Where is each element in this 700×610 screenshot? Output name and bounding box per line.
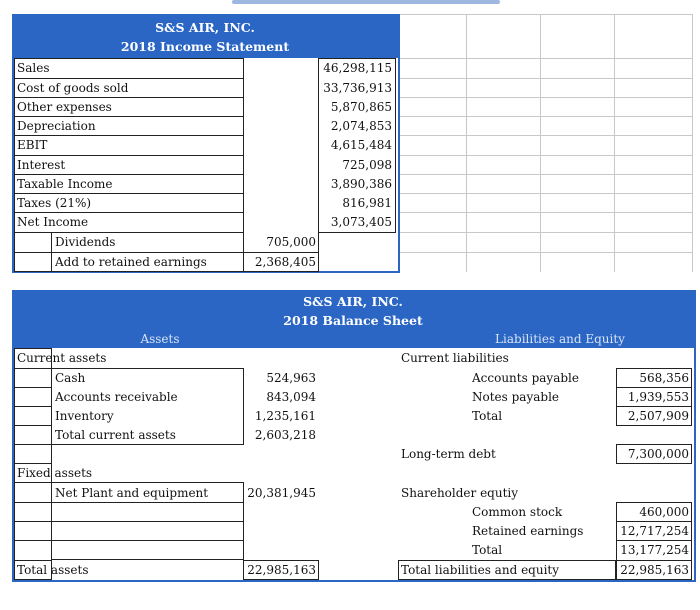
ltd-value: 7,300,000 — [627, 447, 689, 461]
grid-line — [398, 14, 692, 15]
row-divider — [14, 425, 52, 426]
income-row-label: Other expenses — [17, 100, 112, 114]
ar-label: Accounts receivable — [55, 390, 178, 404]
income-row-value: 33,736,913 — [323, 81, 392, 95]
scroll-indicator — [232, 0, 500, 4]
row-divider — [14, 387, 52, 388]
income-row-value: 4,615,484 — [330, 138, 392, 152]
grid-line — [466, 14, 467, 272]
current-assets-label: Current assets — [17, 351, 107, 365]
ap-label: Accounts payable — [472, 371, 579, 385]
grid-line — [614, 14, 615, 272]
dividends-value: 705,000 — [266, 235, 316, 249]
tle-value: 22,985,163 — [620, 563, 689, 577]
row-divider — [14, 135, 244, 136]
row-divider — [51, 540, 244, 541]
total-assets-value: 22,985,163 — [247, 563, 316, 577]
ltd-label: Long-term debt — [401, 447, 496, 461]
cash-value: 524,963 — [266, 371, 316, 385]
se-label: Shareholder equtiy — [401, 486, 519, 500]
row-divider — [51, 521, 244, 522]
income-row-label: EBIT — [17, 138, 48, 152]
balance-company: S&S AIR, INC. — [303, 294, 403, 309]
fixed-assets-label: Fixed assets — [17, 466, 93, 480]
re-value: 12,717,254 — [620, 524, 689, 538]
inventory-value: 1,235,161 — [254, 409, 316, 423]
grid-line — [692, 14, 693, 272]
row-divider — [51, 502, 244, 503]
grid-line — [398, 212, 692, 213]
grid-line — [540, 14, 541, 272]
tca-label: Total current assets — [55, 428, 176, 442]
tcl-value: 2,507,909 — [627, 409, 689, 423]
assets-header: Assets — [140, 332, 180, 346]
income-row-label: Interest — [17, 158, 66, 172]
current-liab-label: Current liabilities — [401, 351, 509, 365]
income-row-label: Sales — [17, 61, 50, 75]
cs-label: Common stock — [472, 505, 563, 519]
grid-line — [398, 78, 692, 79]
cs-value: 460,000 — [639, 505, 689, 519]
income-row-label: Net Income — [17, 215, 89, 229]
retained-value: 2,368,405 — [254, 255, 316, 269]
income-row-label: Cost of goods sold — [17, 81, 129, 95]
grid-line — [398, 135, 692, 136]
inventory-label: Inventory — [55, 409, 114, 423]
grid-line — [398, 193, 692, 194]
total-assets-label: Total assets — [17, 563, 89, 577]
dividends-label: Dividends — [55, 235, 116, 249]
grid-line — [398, 252, 692, 253]
cash-label: Cash — [55, 371, 86, 385]
ap-value: 568,356 — [639, 371, 689, 385]
grid-line — [398, 97, 692, 98]
row-divider — [14, 521, 52, 522]
row-divider — [14, 540, 52, 541]
income-row-label: Taxes (21%) — [17, 196, 92, 210]
grid-line — [398, 155, 692, 156]
re-label: Retained earnings — [472, 524, 584, 538]
balance-title: 2018 Balance Sheet — [283, 313, 423, 328]
grid-line — [398, 116, 692, 117]
grid-line — [398, 232, 692, 233]
npe-value: 20,381,945 — [247, 486, 316, 500]
income-row-value: 725,098 — [342, 158, 392, 172]
row-divider — [14, 444, 52, 445]
row-divider — [14, 406, 52, 407]
grid-line — [398, 58, 692, 59]
liabilities-header: Liabilities and Equity — [495, 332, 625, 346]
income-row-value: 46,298,115 — [323, 61, 392, 75]
income-row-value: 816,981 — [342, 196, 392, 210]
retained-label: Add to retained earnings — [55, 255, 207, 269]
np-label: Notes payable — [472, 390, 560, 404]
row-divider — [14, 482, 52, 483]
income-title: 2018 Income Statement — [120, 39, 290, 54]
income-row-value: 3,073,405 — [330, 215, 392, 229]
income-row-value: 5,870,865 — [330, 100, 392, 114]
npe-label: Net Plant and equipment — [55, 486, 209, 500]
tse-label: Total — [472, 543, 503, 557]
tse-value: 13,177,254 — [620, 543, 689, 557]
np-value: 1,939,553 — [627, 390, 689, 404]
ar-value: 843,094 — [266, 390, 316, 404]
income-company: S&S AIR, INC. — [155, 20, 255, 35]
income-row-label: Taxable Income — [17, 177, 113, 191]
tca-value: 2,603,218 — [254, 428, 316, 442]
tle-label: Total liabilities and equity — [401, 563, 560, 577]
income-row-value: 2,074,853 — [330, 119, 392, 133]
row-divider — [14, 368, 52, 369]
income-row-label: Depreciation — [17, 119, 96, 133]
tcl-label: Total — [472, 409, 503, 423]
grid-line — [398, 174, 692, 175]
income-row-value: 3,890,386 — [330, 177, 392, 191]
row-divider — [14, 502, 52, 503]
